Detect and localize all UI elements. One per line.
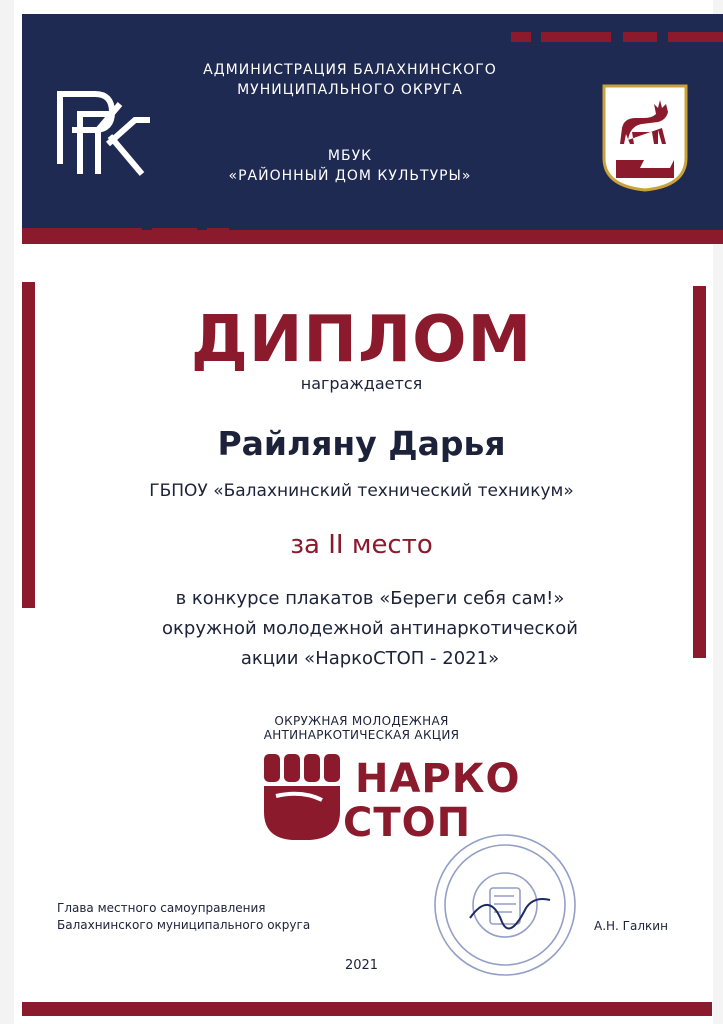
narko-caption (0, 714, 723, 742)
administration-name (150, 60, 550, 100)
place-awarded: за II место (290, 530, 433, 560)
signer-name: А.Н. Галкин (594, 919, 668, 933)
footer-stripe (22, 1002, 712, 1016)
narko-word-bottom: СТОП (343, 800, 472, 846)
recipient-name: Райляну Дарья (217, 424, 506, 463)
admin-line-1: АДМИНИСТРАЦИЯ БАЛАХНИНСКОГО (203, 62, 497, 78)
narko-caption-line-2: АНТИНАРКОТИЧЕСКАЯ АКЦИЯ (263, 728, 460, 742)
diploma-title: ДИПЛОМ (190, 303, 533, 377)
signer-position-line-2: Балахнинского муниципального округа (57, 918, 311, 932)
mbuk-line-2: «РАЙОННЫЙ ДОМ КУЛЬТУРЫ» (228, 168, 472, 184)
contest-description (100, 584, 640, 674)
fist-icon (262, 752, 346, 842)
narko-caption-line-1: ОКРУЖНАЯ МОЛОДЕЖНАЯ (274, 714, 449, 728)
admin-line-2: МУНИЦИПАЛЬНОГО ОКРУГА (237, 82, 463, 98)
contest-line-3: акции «НаркоСТОП - 2021» (240, 648, 500, 669)
mbuk-line-1: МБУК (327, 148, 373, 164)
page-edge-left (0, 0, 14, 1024)
signer-position-line-1: Глава местного самоуправления (57, 901, 266, 915)
institution-header (150, 146, 550, 186)
rdk-logo-icon (50, 74, 160, 184)
recipient-institution: ГБПОУ «Балахнинский технический техникум» (149, 481, 574, 501)
year: 2021 (344, 958, 379, 973)
signer-position (57, 900, 387, 934)
contest-line-1: в конкурсе плакатов «Береги себя сам!» (175, 588, 565, 609)
coat-of-arms-deer-icon (600, 82, 690, 194)
awarded-text: награждается (300, 374, 423, 393)
narko-word-top: НАРКО (355, 756, 521, 802)
header-stripe-bottom-blocks (22, 228, 723, 244)
contest-line-2: окружной молодежной антинаркотической (162, 618, 578, 639)
